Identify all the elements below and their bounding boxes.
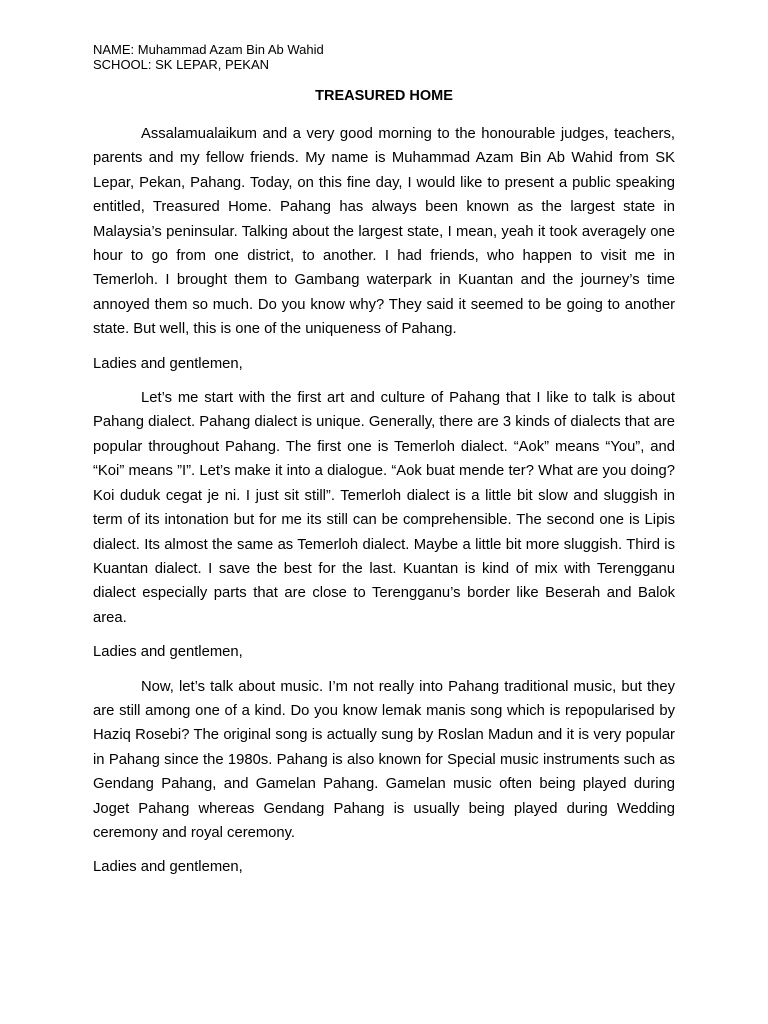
paragraph-introduction: Assalamualaikum and a very good morning to the honourable judges, teachers, parents and my fellow friends. My name is Muhammad Azam Bin Ab Wahid from SK Lepar, Pekan, Pahang. Today, on this fine day, I would like to present a public speaking entitled, Treasured Home. Pahang has always been known as the largest state in Malaysia’s peninsular. Talking about the largest state, I mean, yeah it took averagely one hour to go from one district, to another. I had friends, who happen to visit me in Temerloh. I brought them to Gambang waterpark in Kuantan and the journey’s time annoyed them so much. Do you know why? They said it seemed to be going to another state. But well, this is one of the uniqueness of Pahang. bbox=[93, 126, 675, 338]
name-line: NAME: Muhammad Azam Bin Ab Wahid bbox=[93, 42, 324, 57]
paragraph-music: Now, let’s talk about music. I’m not really into Pahang traditional music, but they are still among one of a kind. Do you know lemak manis song which is repopularised by Haziq Rosebi? The original song is actually sung by Roslan Madun and it is very popular in Pahang since the 1980s. Pahang is also known for Special music instruments such as Gendang Pahang, and Gamelan Pahang. Gamelan music often being played during Joget Pahang whereas Gendang Pahang is usually being played during Wedding ceremony and royal ceremony. bbox=[93, 678, 675, 841]
paragraph-salutation: Ladies and gentlemen, bbox=[93, 355, 243, 372]
paragraph-dialect: Let’s me start with the first art and culture of Pahang that I like to talk is about Pahang dialect. Pahang dialect is unique. Generally, there are 3 kinds of dialects that are popular throughout Pahang. The first one is Temerloh dialect. “Aok” means “You”, and “Koi” means ”I”. Let’s make it into a dialogue. “Aok buat mende ter? What are you doing? Koi duduk cegat je ni. I just sit still”. Temerloh dialect is a little bit slow and sluggish in term of its intonation but for me its still can be comprehensible. The second one is Lipis dialect. Its almost the same as Temerloh dialect. Maybe a little bit more sluggish. Third is Kuantan dialect. I save the best for the last. Kuantan is kind of mix with Terengganu dialect especially parts that are close to Terengganu’s border like Beserah and Balok area. bbox=[93, 390, 675, 626]
document-body bbox=[93, 122, 675, 890]
paragraph-salutation: Ladies and gentlemen, bbox=[93, 644, 243, 661]
school-line: SCHOOL: SK LEPAR, PEKAN bbox=[93, 56, 270, 72]
paragraph-salutation: Ladies and gentlemen, bbox=[93, 859, 243, 876]
document-title: TREASURED HOME bbox=[315, 88, 453, 104]
document-header bbox=[93, 43, 324, 72]
